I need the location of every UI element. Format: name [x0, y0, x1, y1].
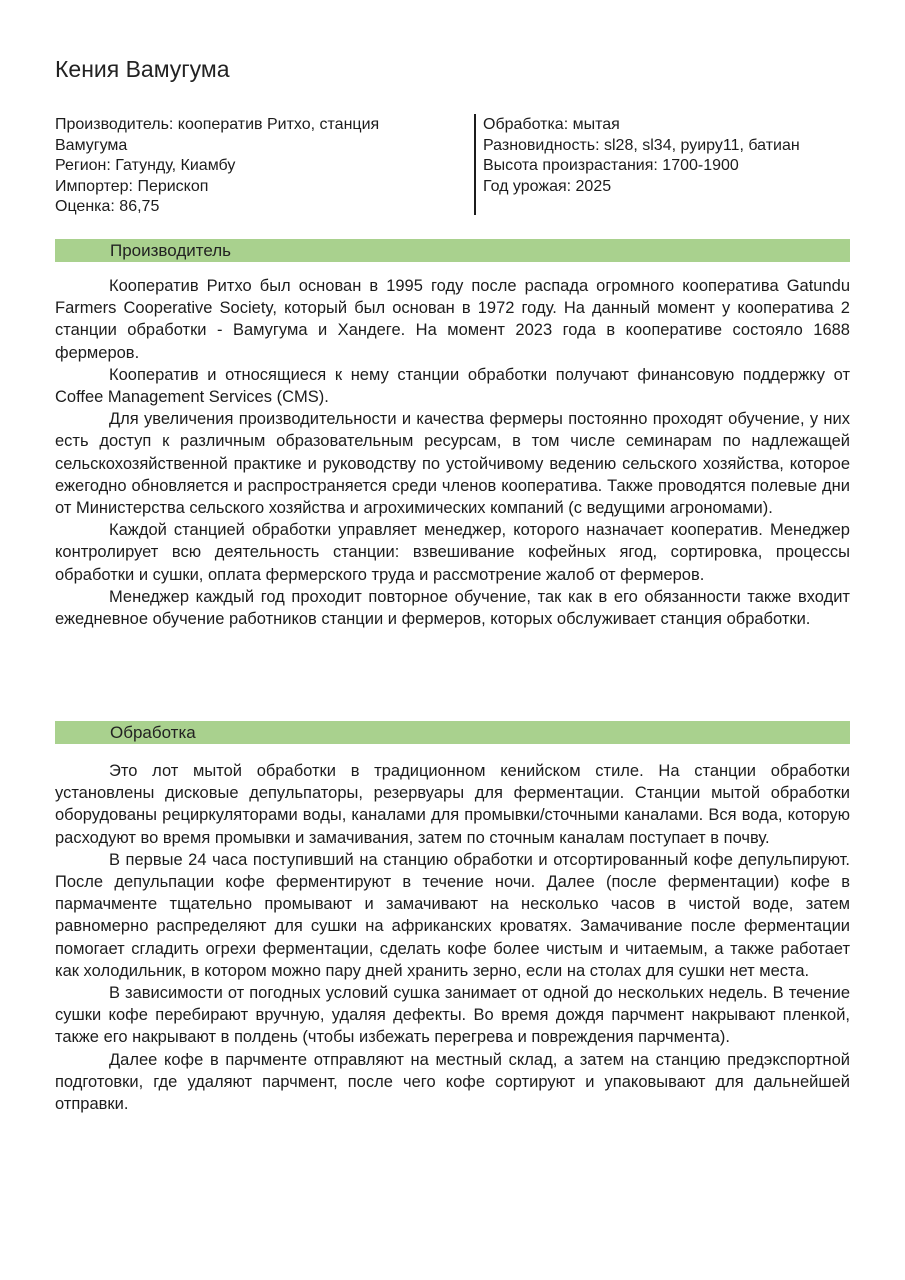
paragraph: Кооператив и относящиеся к нему станции обработки получают финансовую поддержку от Coffee Management Services (CMS). — [55, 365, 850, 407]
meta-right-column — [483, 115, 863, 197]
paragraph: Каждой станцией обработки управляет менеджер, которого назначает кооператив. Менеджер контролирует всю деятельность станции: взвешивание кофейных ягод, сортировка, процессы обработки и сушки, оплата фермерского труда и рассмотрение жалоб от фермеров. — [55, 521, 850, 584]
meta-left-column — [55, 115, 445, 218]
meta-score: Оценка: 86,75 — [55, 198, 160, 216]
section-heading-producer: Производитель — [55, 239, 850, 262]
meta-variety: Разновидность: sl28, sl34, руиру11, батиан — [483, 136, 800, 154]
paragraph: Это лот мытой обработки в традиционном кенийском стиле. На станции обработки установлены дисковые депульпаторы, резервуары для ферментации. Станции мытой обработки оборудованы рециркуляторами воды, каналами для промывки/сточными каналами. Вся вода, которую расходуют во время промывки и замачивания, затем по сточным каналам поступает в почву. — [55, 762, 850, 847]
meta-divider — [474, 114, 476, 215]
paragraph: Для увеличения производительности и качества фермеры постоянно проходят обучение, у них есть доступ к различным образовательным ресурсам, в том числе семинарам по надлежащей сельскохозяйственной практике и руководству по устойчивому ведению сельского хозяйства, которое ежегодно обновляется и распространяется среди членов кооператива. Также проводятся полевые дни от Министерства сельского хозяйства и агрохимических компаний (с ведущими агрономами). — [55, 410, 850, 518]
paragraph: В первые 24 часа поступивший на станцию обработки и отсортированный кофе депульпируют. После депульпации кофе ферментируют в течение ночи. Далее (после ферментации) кофе в пармачменте тщательно промывают и замачивают на несколько часов в чистой воде, затем равномерно распределяют для сушки на африканских кроватях. Замачивание после ферментации помогает сгладить огрехи ферментации, сделать кофе более чистым и читаемым, а также работает как холодильник, в котором можно пару дней хранить зерно, если на столах для сушки нет места. — [55, 850, 850, 980]
paragraph: Менеджер каждый год проходит повторное обучение, так как в его обязанности также входит ежедневное обучение работников станции и фермеров, которых обслуживает станция обработки. — [55, 587, 850, 629]
meta-importer: Импортер: Перископ — [55, 177, 209, 195]
section-body-producer — [55, 275, 850, 630]
meta-region: Регион: Гатунду, Киамбу — [55, 157, 236, 175]
paragraph: В зависимости от погодных условий сушка занимает от одной до нескольких недель. В течение сушки кофе перебирают вручную, удаляя дефекты. Во время дождя парчмент накрывают пленкой, также его накрывают в полдень (чтобы избежать перегрева и повреждения парчмента). — [55, 984, 850, 1047]
section-body-processing — [55, 760, 850, 1115]
paragraph: Кооператив Ритхо был основан в 1995 году после распада огромного кооператива Gatundu Farmers Cooperative Society, который был основан в 1972 году. На данный момент у кооператива 2 станции обработки - Вамугума и Хандеге. На момент 2023 года в кооперативе состояло 1688 фермеров. — [55, 277, 850, 362]
meta-producer: Производитель: кооператив Ритхо, станция Вамугума — [55, 116, 380, 154]
paragraph: Далее кофе в парчменте отправляют на местный склад, а затем на станцию предэкспортной подготовки, где удаляют парчмент, после чего кофе сортируют и упаковывают для дальнейшей отправки. — [55, 1050, 850, 1114]
meta-harvest-year: Год урожая: 2025 — [483, 177, 612, 195]
meta-process: Обработка: мытая — [483, 116, 620, 133]
section-heading-processing: Обработка — [55, 721, 850, 744]
page-title: Кения Вамугума — [55, 56, 230, 82]
meta-altitude: Высота произрастания: 1700-1900 — [483, 157, 739, 175]
